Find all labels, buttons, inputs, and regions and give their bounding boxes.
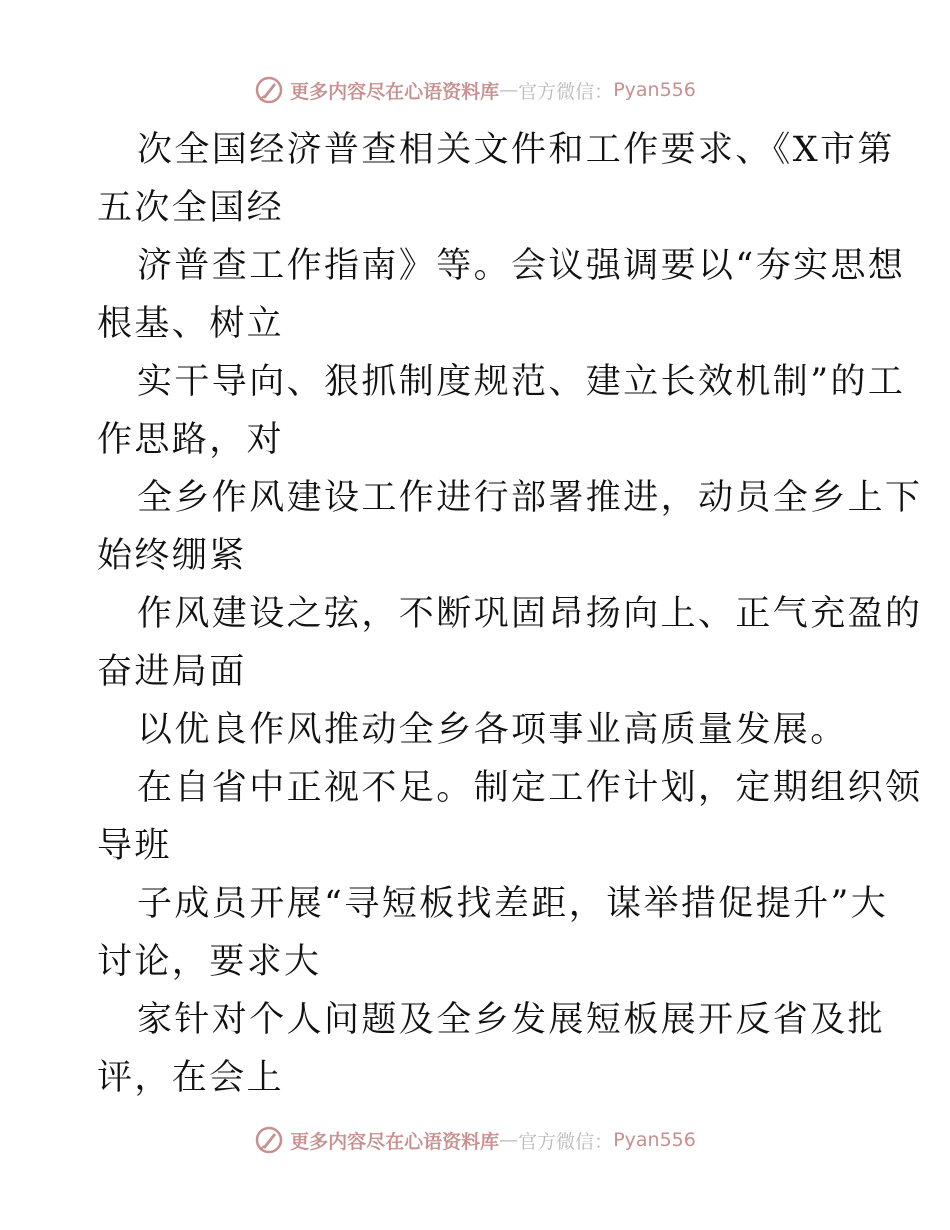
watermark-separator: — (499, 79, 519, 101)
text-line: 根基、树立 (97, 304, 285, 344)
text-line: 子成员开展“寻短板找差距，谋举措促提升”大 (137, 884, 889, 924)
text-line: 在自省中正视不足。制定工作计划，定期组织领 (137, 768, 923, 808)
watermark-wechat-id: Pyan556 (613, 1129, 696, 1151)
watermark-brand: 更多内容尽在心语资料库 (290, 1130, 500, 1153)
watermark-brand: 更多内容尽在心语资料库 (290, 80, 500, 103)
text-line: 评，在会上 (97, 1058, 285, 1098)
text-line: 济普查工作指南》等。会议强调要以“夯实思想 (137, 246, 906, 286)
text-line: 作思路，对 (97, 420, 285, 460)
text-line: 实干导向、狠抓制度规范、建立长效机制”的工 (137, 362, 906, 402)
text-line: 全乡作风建设工作进行部署推进，动员全乡上下 (137, 478, 923, 518)
text-line: 作风建设之弦，不断巩固昂扬向上、正气充盈的 (137, 594, 923, 634)
quill-pen-circle-icon (254, 75, 284, 105)
watermark-separator: — (499, 1129, 519, 1151)
text-line: 家针对个人问题及全乡发展短板展开反省及批 (137, 1000, 886, 1040)
quill-pen-circle-icon (254, 1125, 284, 1155)
footer-watermark (0, 1120, 950, 1160)
text-line: 始终绷紧 (97, 536, 247, 576)
watermark-label: 官方微信： (518, 80, 614, 103)
text-line: 次全国经济普查相关文件和工作要求、《X市第 (137, 130, 895, 170)
text-line: 五次全国经 (97, 188, 285, 228)
watermark-label: 官方微信： (518, 1130, 614, 1153)
text-line: 以优良作风推动全乡各项事业高质量发展。 (137, 710, 848, 750)
text-line: 奋进局面 (97, 652, 247, 692)
header-watermark (0, 70, 950, 110)
document-body (97, 121, 923, 1107)
text-line: 讨论，要求大 (97, 942, 322, 982)
watermark-wechat-id: Pyan556 (613, 79, 696, 101)
text-line: 导班 (97, 826, 172, 866)
